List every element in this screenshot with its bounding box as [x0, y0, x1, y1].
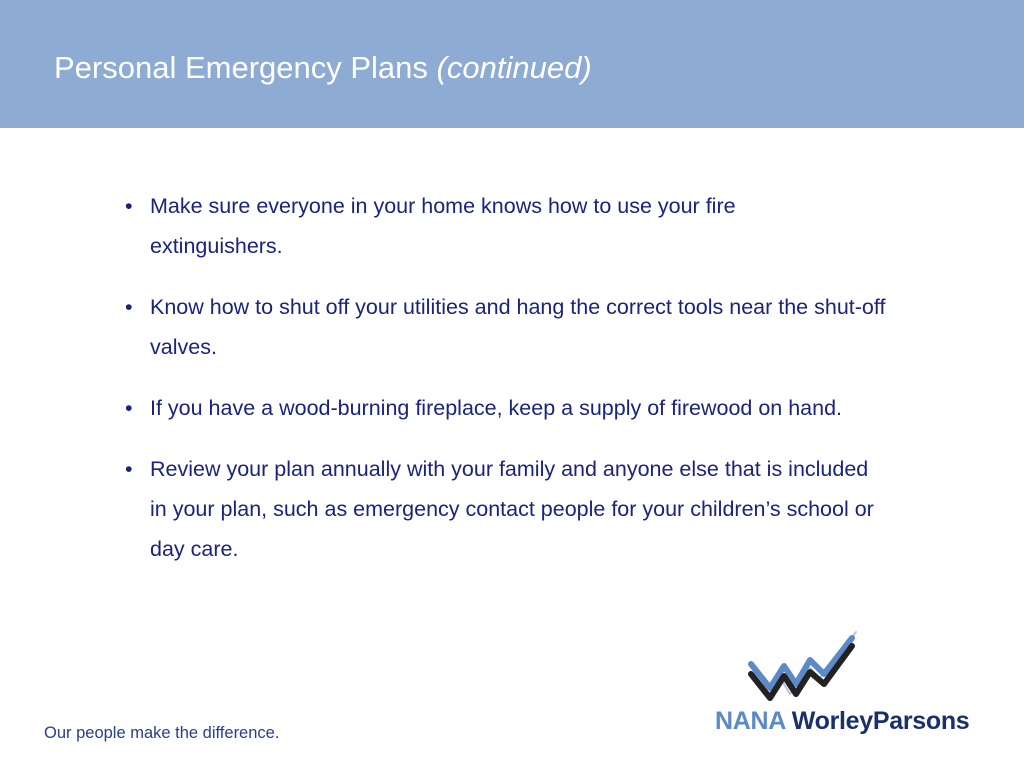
bullet-text: If you have a wood-burning fireplace, keep a supply of firewood on hand.: [150, 396, 843, 420]
bullet-dot: •: [125, 396, 133, 420]
bullet-item: [123, 186, 865, 266]
company-logo-wordmark: [715, 707, 969, 736]
bullet-item: [123, 287, 895, 367]
slide-title-subtitle: (continued): [436, 50, 592, 85]
worleyparsons-wave-logo-icon: [748, 628, 860, 702]
bullet-text: Make sure everyone in your home knows how to use your fire extinguishers.: [150, 194, 736, 258]
title-banner: [0, 0, 1024, 128]
slide-title: [54, 50, 592, 86]
logo-nana: NANA: [715, 707, 786, 735]
logo-worleyparsons: WorleyParsons: [791, 707, 970, 735]
bullet-item: [123, 388, 875, 428]
bullet-text: Review your plan annually with your family and anyone else that is included in your plan, such as emergency contact people for your children’s school or day care.: [150, 457, 874, 561]
bullet-dot: •: [125, 295, 133, 319]
bullet-dot: •: [125, 457, 133, 481]
bullet-item: [123, 449, 890, 569]
footer-tagline: Our people make the difference.: [44, 724, 280, 742]
bullet-list: [123, 186, 903, 590]
bullet-text: Know how to shut off your utilities and hang the correct tools near the shut-off valves.: [150, 295, 886, 359]
bullet-dot: •: [125, 194, 133, 218]
slide-title-main: Personal Emergency Plans: [54, 50, 428, 85]
